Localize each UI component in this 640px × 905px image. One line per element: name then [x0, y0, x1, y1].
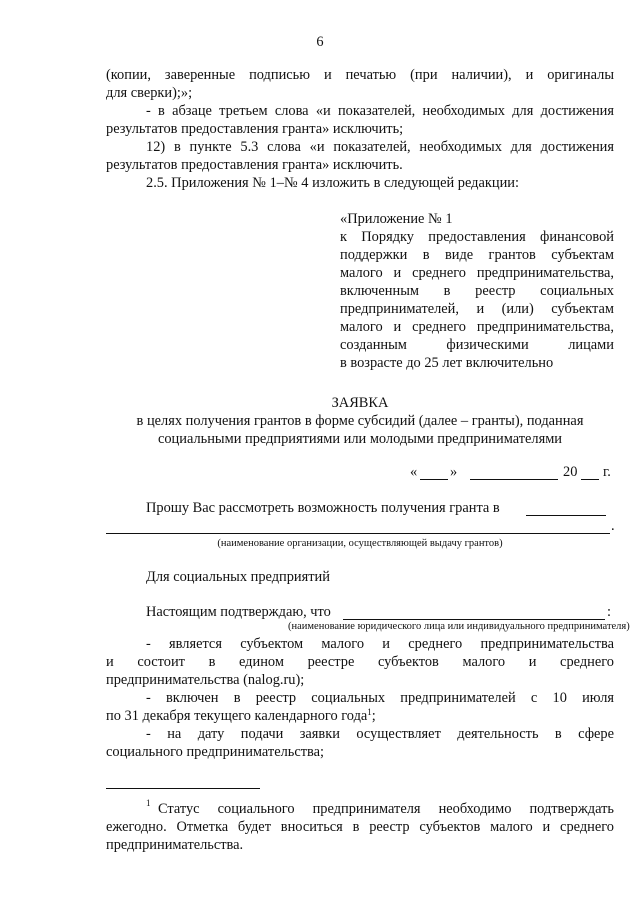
amendment-line: 12) в пункте 5.3 слова «и показателей, необходимых для достижения [146, 139, 614, 155]
condition-line: социального предпринимательства; [106, 744, 325, 760]
date-year-field[interactable] [581, 479, 599, 480]
condition-line [106, 707, 376, 725]
appendix-line: предпринимателей, и (или) субъектам [340, 301, 614, 317]
amendment-line: для сверки);»; [106, 85, 193, 101]
date-open-quote: « [410, 464, 418, 480]
appendix-line: включенным в реестр социальных [340, 283, 614, 299]
request-end: . [611, 518, 615, 534]
condition-line: - включен в реестр социальных предпринимателей с 10 июля [146, 690, 614, 706]
amendment-line: - в абзаце третьем слова «и показателей, необходимых для достижения [146, 103, 614, 119]
provider-caption: (наименование организации, осуществляющей выдачу грантов) [217, 538, 503, 549]
date-year-prefix: 20 [563, 464, 578, 480]
condition-line: - является субъектом малого и среднего предпринимательства [146, 636, 614, 652]
amendment-line: результатов предоставления гранта» исключить; [106, 121, 404, 137]
appendix-line: малого и среднего предпринимательства, [340, 265, 614, 281]
amendment-line: результатов предоставления гранта» исключить. [106, 157, 403, 173]
footnote-line: Статус социального предпринимателя необходимо подтверждать [158, 801, 614, 817]
date-day-field[interactable] [420, 479, 448, 480]
application-subtitle: социальными предприятиями или молодыми предпринимателями [157, 431, 563, 447]
footnote-separator [106, 788, 260, 789]
footnote-line: ежегодно. Отметка будет вноситься в реестр субъектов малого и среднего [106, 819, 614, 835]
footnote-line: предпринимательства. [106, 837, 244, 853]
grant-provider-field[interactable] [526, 515, 606, 516]
condition-line: и состоит в едином реестре субъектов малого и среднего [106, 654, 614, 670]
confirm-colon: : [607, 604, 611, 620]
amendment-line: 2.5. Приложения № 1–№ 4 изложить в следующей редакции: [146, 175, 519, 191]
grant-provider-field-line2[interactable] [106, 533, 610, 534]
page-number: 6 [316, 34, 324, 50]
entity-caption: (наименование юридического лица или индивидуального предпринимателя) [288, 621, 630, 632]
appendix-line: поддержки в виде грантов субъектам [340, 247, 614, 263]
date-year-suffix: г. [603, 464, 611, 480]
appendix-line: созданным физическими лицами [340, 337, 614, 353]
condition-text: по 31 декабря текущего календарного года [106, 708, 368, 724]
application-subtitle: в целях получения грантов в форме субсидий (далее – гранты), поданная [136, 413, 584, 429]
appendix-line: малого и среднего предпринимательства, [340, 319, 614, 335]
footnote-mark: 1 [146, 798, 151, 808]
application-title: ЗАЯВКА [331, 395, 389, 411]
condition-line: предпринимательства (nalog.ru); [106, 672, 305, 688]
date-close-quote: » [450, 464, 458, 480]
request-text: Прошу Вас рассмотреть возможность получения гранта в [146, 500, 500, 516]
section-heading: Для социальных предприятий [146, 569, 330, 585]
footnote-ref: 1 [367, 707, 372, 717]
appendix-line: в возрасте до 25 лет включительно [340, 355, 554, 371]
appendix-line: к Порядку предоставления финансовой [340, 229, 614, 245]
condition-line: - на дату подачи заявки осуществляет деятельность в сфере [146, 726, 614, 742]
condition-end: ; [371, 708, 376, 724]
confirm-text: Настоящим подтверждаю, что [146, 604, 331, 620]
appendix-title: «Приложение № 1 [340, 211, 453, 227]
date-month-field[interactable] [470, 479, 558, 480]
amendment-line: (копии, заверенные подписью и печатью (при наличии), и оригиналы [106, 67, 614, 83]
footnote [146, 798, 151, 816]
